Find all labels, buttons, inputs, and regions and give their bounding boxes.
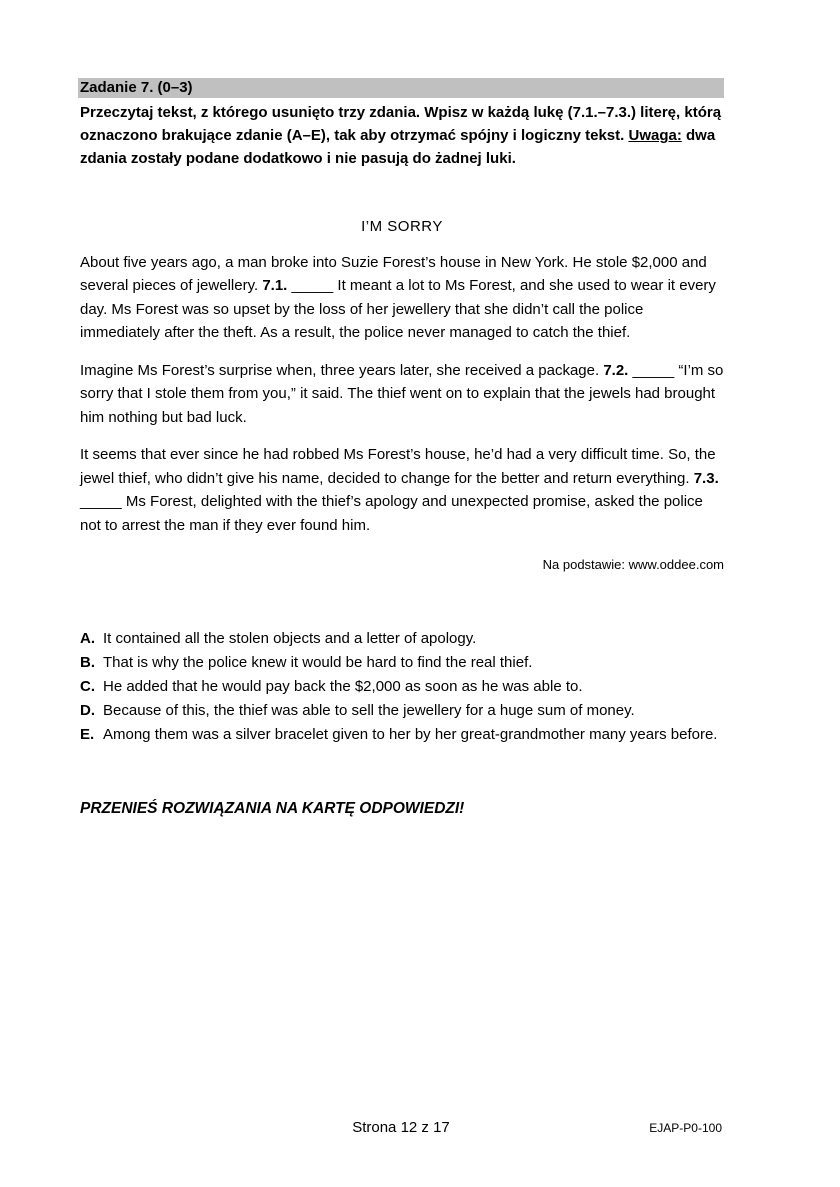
gap-blank-7-1: _____: [291, 277, 334, 294]
paragraph-1-text-after: It meant a lot to Ms Forest, and she used to wear it every day. Ms Forest was so upset by the loss of her jewellery that she didn’t call the police immediately after the theft. As a result, the police never managed to catch the thief.: [80, 277, 716, 341]
instructions-uwaga-label: Uwaga:: [628, 127, 682, 144]
option-b-letter: B.: [80, 653, 95, 671]
page-content: [80, 78, 724, 820]
reading-paragraph-3: [80, 443, 724, 537]
gap-label-7-2: 7.2.: [603, 361, 629, 379]
task-title: Zadanie 7. (0–3): [80, 79, 193, 96]
exam-code: EJAP-P0-100: [649, 1121, 722, 1135]
source-attribution: Na podstawie: www.oddee.com: [542, 557, 724, 572]
option-e-letter: E.: [80, 725, 95, 743]
option-c-text: He added that he would pay back the $2,000 as soon as he was able to.: [103, 677, 583, 695]
page-number: Strona 12 z 17: [352, 1119, 450, 1136]
paragraph-3-text-after: Ms Forest, delighted with the thief’s apology and unexpected promise, asked the police not to arrest the man if they ever found him.: [80, 493, 703, 534]
option-d: [80, 699, 724, 723]
paragraph-2-text-after: “I’m so sorry that I stole them from you,” it said. The thief went on to explain that the jewels had brought him nothing but bad luck.: [80, 361, 724, 426]
gap-blank-7-2: _____: [632, 361, 675, 379]
option-b: [80, 651, 724, 675]
option-c-letter: C.: [80, 677, 95, 695]
task-instructions: [80, 101, 724, 170]
reading-paragraph-1: [80, 251, 724, 345]
option-a-text: It contained all the stolen objects and a letter of apology.: [103, 629, 477, 647]
answer-options-list: [80, 627, 724, 747]
instructions-part1: Przeczytaj tekst, z którego usunięto trzy zdania. Wpisz w każdą lukę (7.1.–7.3.) literę, którą oznaczono brakujące zdanie (A–E), tak aby otrzymać spójny i logiczny tekst.: [80, 104, 722, 144]
reading-text-title: I’M SORRY: [361, 218, 443, 235]
instructions-part2: dwa zdania zostały podane dodatkowo i nie pasują do żadnej luki.: [80, 127, 716, 167]
gap-label-7-3: 7.3.: [693, 469, 719, 487]
paragraph-2-text: Imagine Ms Forest’s surprise when, three years later, she received a package.: [80, 361, 604, 379]
option-d-letter: D.: [80, 701, 95, 719]
gap-label-7-1: 7.1.: [262, 277, 288, 294]
reading-paragraph-2: [80, 359, 724, 430]
option-e-text: Among them was a silver bracelet given to her by her great-grandmother many years before.: [103, 725, 718, 743]
gap-blank-7-3: _____: [80, 493, 122, 510]
option-b-text: That is why the police knew it would be hard to find the real thief.: [103, 653, 533, 671]
option-e: [80, 723, 724, 747]
option-a: [80, 627, 724, 651]
option-d-text: Because of this, the thief was able to sell the jewellery for a huge sum of money.: [103, 701, 635, 719]
option-a-letter: A.: [80, 629, 95, 647]
paragraph-3-text: It seems that ever since he had robbed Ms Forest’s house, he’d had a very difficult time. So, the jewel thief, who didn’t give his name, decided to change for the better and return everything.: [80, 446, 716, 487]
option-c: [80, 675, 724, 699]
paragraph-1-text: About five years ago, a man broke into Suzie Forest’s house in New York. He stole $2,000 and several pieces of jewellery.: [80, 253, 707, 294]
transfer-answers-note: PRZENIEŚ ROZWIĄZANIA NA KARTĘ ODPOWIEDZI!: [80, 799, 465, 817]
task-header-bar: [78, 78, 724, 98]
page-footer: [80, 1118, 722, 1142]
